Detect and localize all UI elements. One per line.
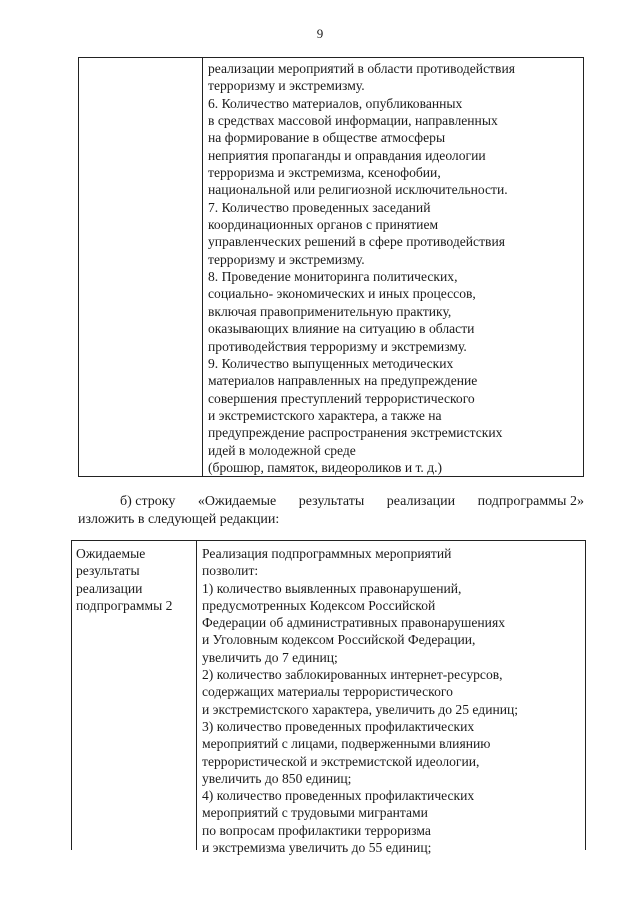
- table2-line: Федерации об административных правонарушениях: [202, 615, 505, 631]
- table2-left-cell: [72, 541, 197, 850]
- table2-line: увеличить до 7 единиц;: [202, 649, 338, 665]
- table2-line: 3) количество проведенных профилактических: [202, 718, 475, 734]
- table1-line: неприятия пропаганды и оправдания идеологии: [208, 147, 486, 163]
- table1-left-cell: [79, 58, 203, 476]
- table1-line: 6. Количество материалов, опубликованных: [208, 95, 463, 111]
- indicators-table-continuation: [78, 57, 584, 477]
- table2-line: террористической и экстремистской идеологии,: [202, 753, 480, 769]
- instruction-word: реализации: [386, 494, 456, 509]
- table2-line: и экстремизма увеличить до 55 единиц;: [202, 840, 432, 856]
- table2-line: 1) количество выявленных правонарушений,: [202, 580, 462, 596]
- table1-line: терроризму и экстремизму.: [208, 78, 365, 94]
- instruction-word: результаты: [298, 494, 365, 509]
- table2-line: Реализация подпрограммных мероприятий: [202, 546, 452, 561]
- table1-line: национальной или религиозной исключительности.: [208, 182, 508, 198]
- page-number: 9: [316, 26, 324, 41]
- amendment-instruction: [78, 493, 584, 529]
- table1-line: 8. Проведение мониторинга политических,: [208, 269, 458, 285]
- table2-line: позволит:: [202, 563, 259, 579]
- table1-line: материалов направленных на предупреждение: [208, 373, 478, 389]
- table1-line: 7. Количество проведенных заседаний: [208, 199, 431, 215]
- table1-right-cell: [203, 58, 583, 476]
- table1-line: терроризма и экстремизма, ксенофобии,: [208, 165, 441, 181]
- instruction-word: б) строку: [120, 494, 176, 509]
- expected-results-table: [71, 540, 586, 856]
- table1-line: управленческих решений в сфере противодействия: [208, 234, 505, 250]
- table2-line: предусмотренных Кодексом Российской: [202, 597, 436, 613]
- table2-line: увеличить до 850 единиц;: [202, 770, 352, 786]
- table2-left-line: Ожидаемые: [76, 546, 146, 561]
- table1-line: включая правоприменительную практику,: [208, 303, 452, 319]
- table1-line: социально- экономических и иных процессов,: [208, 286, 476, 302]
- instruction-word: «Ожидаемые: [197, 494, 277, 509]
- instruction-line-2: изложить в следующей редакции:: [78, 512, 280, 527]
- table2-left-line: реализации: [76, 580, 143, 596]
- table1-line: идей в молодежной среде: [208, 442, 356, 458]
- table2-right-cell: [197, 541, 585, 856]
- table2-line: мероприятий с лицами, подверженными влиянию: [202, 736, 491, 752]
- table2-line: и экстремистского характера, увеличить до 25 единиц;: [202, 701, 519, 717]
- table1-line: оказывающих влияние на ситуацию в области: [208, 321, 475, 337]
- table1-line: (брошюр, памяток, видеороликов и т. д.): [208, 459, 443, 475]
- table1-line: и экстремистского характера, а также на: [208, 407, 442, 423]
- table2-line: по вопросам профилактики терроризма: [202, 822, 431, 838]
- table1-line: координационных органов с принятием: [208, 217, 439, 233]
- table1-line: предупреждение распространения экстремистских: [208, 425, 503, 441]
- table2-line: содержащих материалы террористического: [202, 684, 453, 700]
- table1-line: терроризму и экстремизму.: [208, 251, 365, 267]
- table1-line: на формирование в обществе атмосферы: [208, 130, 446, 146]
- table1-line: в средствах массовой информации, направленных: [208, 113, 498, 129]
- table2-left-line: подпрограммы 2: [76, 597, 173, 613]
- table2-left-line: результаты: [76, 563, 140, 579]
- table2-line: и Уголовным кодексом Российской Федерации,: [202, 632, 476, 648]
- table1-line: противодействия терроризму и экстремизму.: [208, 338, 467, 354]
- instruction-line-1: [78, 493, 584, 511]
- table2-line: 4) количество проведенных профилактических: [202, 788, 475, 804]
- table1-line: реализации мероприятий в области противодействия: [208, 61, 515, 76]
- table2-line: мероприятий с трудовыми мигрантами: [202, 805, 428, 821]
- table1-line: совершения преступлений террористического: [208, 390, 475, 406]
- table1-line: 9. Количество выпущенных методических: [208, 355, 454, 371]
- instruction-word: подпрограммы 2»: [477, 494, 584, 509]
- table2-line: 2) количество заблокированных интернет-ресурсов,: [202, 667, 503, 683]
